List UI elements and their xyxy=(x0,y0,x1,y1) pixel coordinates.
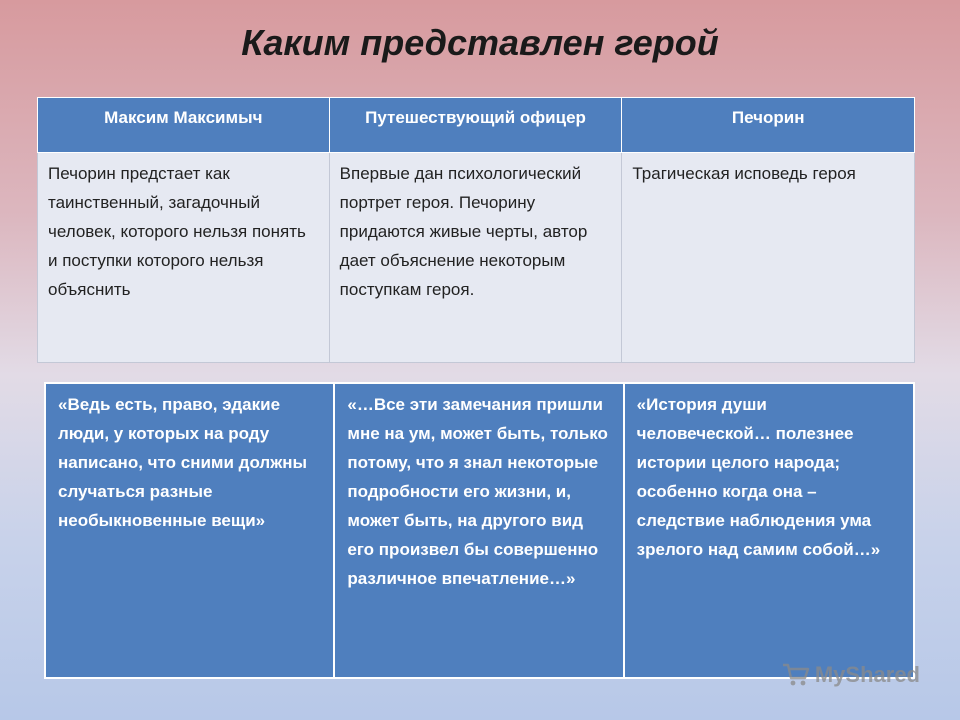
quotes-row xyxy=(45,383,914,678)
quote-travelling-officer: «…Все эти замечания пришли мне на ум, может быть, только потому, что я знал некоторые подробности его жизни, и, может быть, на другого вид его произвел бы совершенно различное впечатление…» xyxy=(334,383,623,678)
cart-icon xyxy=(781,662,811,688)
cell-pechorin: Трагическая исповедь героя xyxy=(622,153,915,363)
table-row xyxy=(38,153,915,363)
quotes-table xyxy=(44,382,915,679)
watermark xyxy=(781,662,920,688)
quote-pechorin: «История души человеческой… полезнее истории целого народа; особенно когда она – следствие наблюдения ума зрелого над самим собой…» xyxy=(624,383,914,678)
hero-portrayal-table xyxy=(37,97,915,363)
watermark-text: MyShared xyxy=(814,662,920,687)
quote-maksim-maksimych: «Ведь есть, право, эдакие люди, у которых на роду написано, что сними должны случаться разные необыкновенные вещи» xyxy=(45,383,334,678)
header-maksim-maksimych: Максим Максимыч xyxy=(38,98,330,153)
cell-maksim-maksimych: Печорин предстает как таинственный, загадочный человек, которого нельзя понять и поступки которого нельзя объяснить xyxy=(38,153,330,363)
header-pechorin: Печорин xyxy=(622,98,915,153)
cell-travelling-officer: Впервые дан психологический портрет героя. Печорину придаются живые черты, автор дает объяснение некоторым поступкам героя. xyxy=(329,153,622,363)
slide-title: Каким представлен герой xyxy=(241,22,719,63)
header-travelling-officer: Путешествующий офицер xyxy=(329,98,622,153)
table-header-row xyxy=(38,98,915,153)
